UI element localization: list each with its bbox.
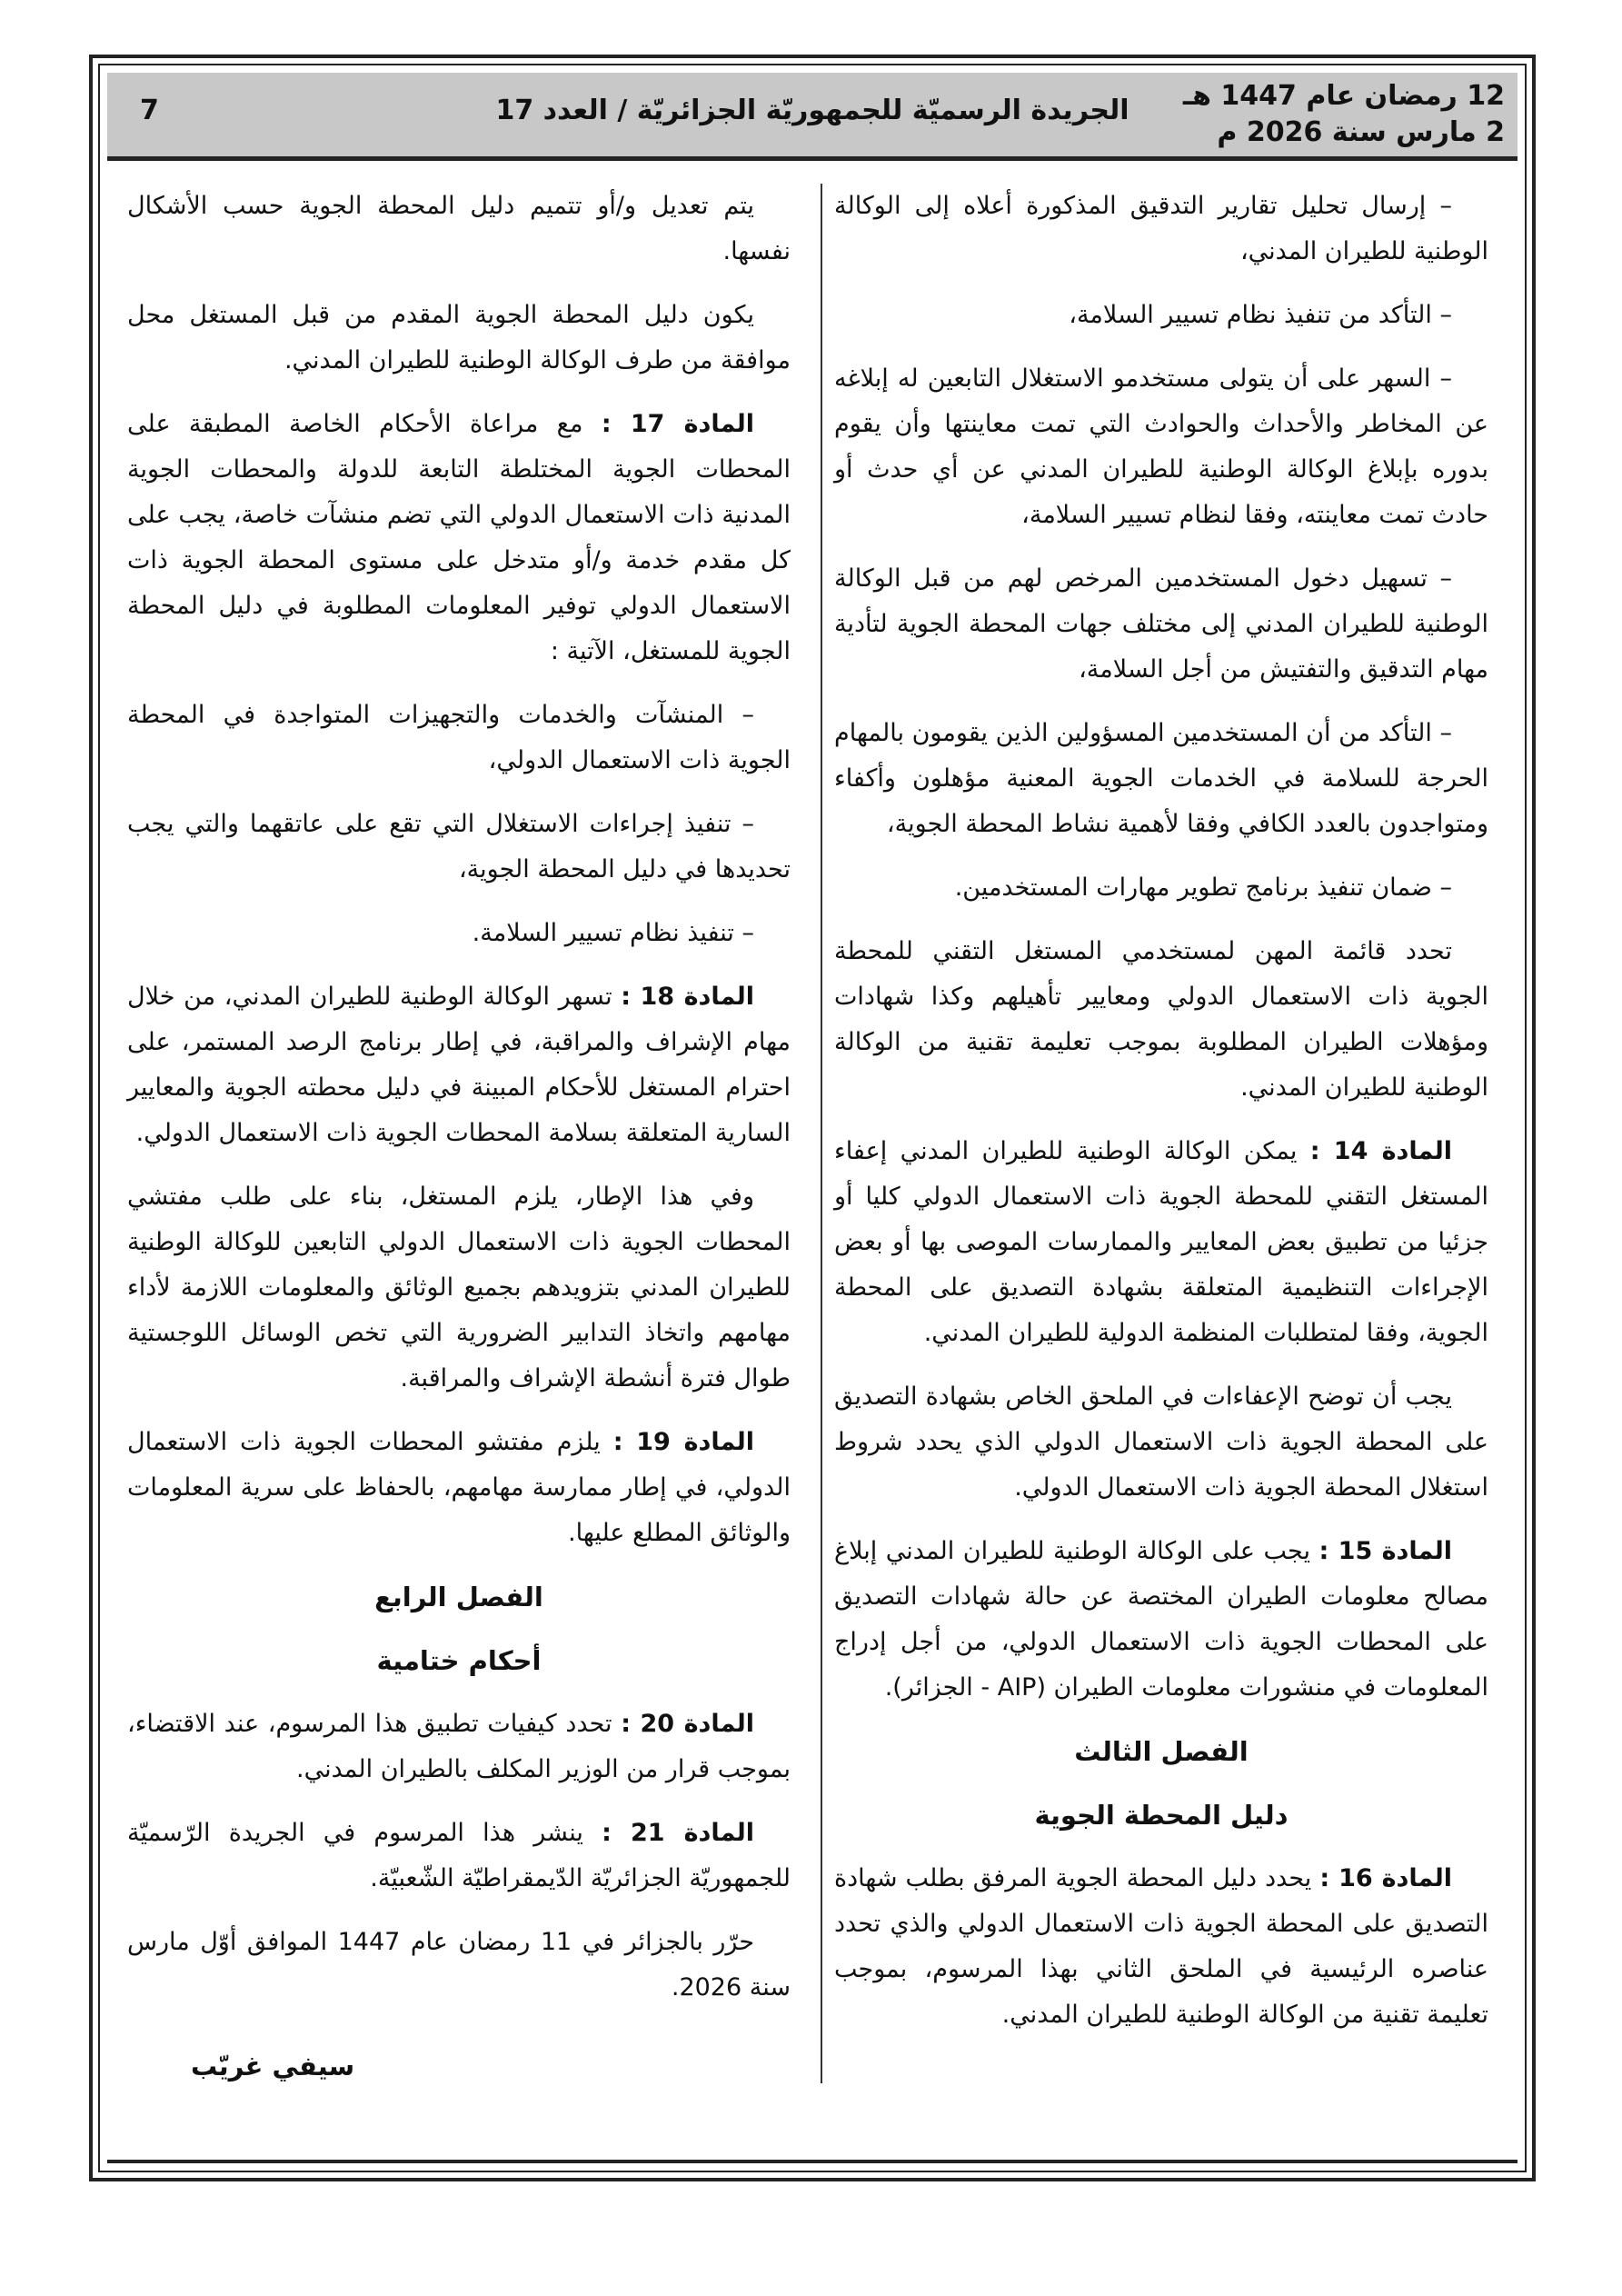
column-divider xyxy=(821,184,822,2083)
page-inner-frame xyxy=(98,64,1527,2172)
paragraph: – التأكد من تنفيذ نظام تسيير السلامة، xyxy=(1069,301,1452,329)
article-14 xyxy=(834,1129,1488,1356)
article-label: المادة 19 : xyxy=(612,1428,755,1456)
page-frame xyxy=(89,55,1536,2181)
paragraph: – التأكد من أن المستخدمين المسؤولين الذين يقومون بالمهام الحرجة للسلامة في الخدمات الجوية المعنية مؤهلون وأكفاء ومتواجدون بالعدد الكافي وفقا لأهمية نشاط المحطة الجوية، xyxy=(834,719,1488,838)
article-label: المادة 20 : xyxy=(621,1710,754,1738)
article-18 xyxy=(127,974,791,1156)
article-text: يلزم مفتشو المحطات الجوية ذات الاستعمال الدولي، في إطار ممارسة مهامهم، بالحفاظ على سرية المعلومات والوثائق المطلع عليها. xyxy=(127,1428,791,1547)
article-text: يحدد دليل المحطة الجوية المرفق بطلب شهادة التصديق على المحطة الجوية ذات الاستعمال الدولي والذي تحدد عناصره الرئيسية في الملحق الثاني بهذا المرسوم، بموجب تعليمة تقنية من الوكالة الوطنية للطيران المدني. xyxy=(834,1864,1488,2029)
paragraph: وفي هذا الإطار، يلزم المستغل، بناء على طلب مفتشي المحطات الجوية ذات الاستعمال الدولي التابعين للوكالة الوطنية للطيران المدني بتزويدهم بجميع الوثائق والمعلومات اللازمة لأداء مهامهم واتخاذ التدابير الضرورية التي تخص الوسائل اللوجستية طوال فترة أنشطة الإشراف والمراقبة. xyxy=(127,1183,791,1393)
article-15 xyxy=(834,1529,1488,1711)
chapter-heading: الفصل الثالث xyxy=(1074,1736,1249,1767)
article-text: مع مراعاة الأحكام الخاصة المطبقة على المحطات الجوية المختلطة التابعة للدولة والمحطات الجوية المدنية ذات الاستعمال الدولي التي تضم منشآت خاصة، يجب على كل مقدم خدمة و/أو متدخل على مستوى المحطة الجوية ذات الاستعمال الدولي توفير المعلومات المطلوبة في دليل المحطة الجوية للمستغل، الآتية : xyxy=(127,410,791,665)
paragraph: تحدد قائمة المهن لمستخدمي المستغل التقني للمحطة الجوية ذات الاستعمال الدولي ومعايير تأهيلهم وكذا شهادات ومؤهلات الطيران المطلوبة بموجب تعليمة تقنية من الوكالة الوطنية للطيران المدني. xyxy=(834,937,1488,1102)
paragraph: يتم تعديل و/أو تتميم دليل المحطة الجوية حسب الأشكال نفسها. xyxy=(127,192,791,265)
paragraph: – السهر على أن يتولى مستخدمو الاستغلال التابعين له إبلاغه عن المخاطر والأحداث والحوادث التي تمت معاينتها وأن يقوم بدوره بإبلاغ الوكالة الوطنية للطيران المدني عن أي حدث أو حادث تمت معاينته، وفقا لنظام تسيير السلامة، xyxy=(834,364,1488,529)
paragraph: – ضمان تنفيذ برنامج تطوير مهارات المستخدمين. xyxy=(954,873,1452,902)
article-label: المادة 14 : xyxy=(1309,1137,1452,1165)
article-19 xyxy=(127,1420,791,1556)
chapter-title: أحكام ختامية xyxy=(376,1645,542,1676)
closing-statement: حرّر بالجزائر في 11 رمضان عام 1447 الموافق أوّل مارس سنة 2026. xyxy=(127,1928,791,2002)
left-column xyxy=(127,184,791,2089)
article-text: تحدد كيفيات تطبيق هذا المرسوم، عند الاقتضاء، بموجب قرار من الوزير المكلف بالطيران المدني. xyxy=(127,1710,791,1783)
article-label: المادة 18 : xyxy=(621,983,755,1011)
chapter-heading: الفصل الرابع xyxy=(374,1582,543,1612)
right-column xyxy=(834,184,1488,2056)
article-17 xyxy=(127,402,791,674)
article-text: يجب على الوكالة الوطنية للطيران المدني إبلاغ مصالح معلومات الطيران المختصة عن حالة شهادات التصديق على المحطات الجوية ذات الاستعمال الدولي، من أجل إدراج المعلومات في منشورات معلومات الطيران (AIP - الجزائر). xyxy=(834,1537,1488,1702)
paragraph: يكون دليل المحطة الجوية المقدم من قبل المستغل محل موافقة من طرف الوكالة الوطنية للطيران المدني. xyxy=(127,301,791,374)
date-hijri: 12 رمضان عام 1447 هـ xyxy=(1182,80,1505,112)
paragraph: – تنفيذ إجراءات الاستغلال التي تقع على عاتقهما والتي يجب تحديدها في دليل المحطة الجوية، xyxy=(127,810,791,883)
article-text: ينشر هذا المرسوم في الجريدة الرّسميّة للجمهوريّة الجزائريّة الدّيمقراطيّة الشّعبيّة. xyxy=(127,1819,791,1892)
paragraph: – إرسال تحليل تقارير التدقيق المذكورة أعلاه إلى الوكالة الوطنية للطيران المدني، xyxy=(834,192,1488,265)
chapter-title: دليل المحطة الجوية xyxy=(1034,1800,1289,1831)
signature: سيفي غريّب xyxy=(191,2051,355,2081)
article-text: تسهر الوكالة الوطنية للطيران المدني، من خلال مهام الإشراف والمراقبة، في إطار برنامج الرصد المستمر، على احترام المستغل للأحكام المبينة في دليل محطته الجوية والمعايير السارية المتعلقة بسلامة المحطات الجوية ذات الاستعمال الدولي. xyxy=(127,983,791,1147)
paragraph: يجب أن توضح الإعفاءات في الملحق الخاص بشهادة التصديق على المحطة الجوية ذات الاستعمال الدولي الذي يحدد شروط استغلال المحطة الجوية ذات الاستعمال الدولي. xyxy=(834,1383,1488,1502)
paragraph: – المنشآت والخدمات والتجهيزات المتواجدة في المحطة الجوية ذات الاستعمال الدولي، xyxy=(127,701,791,774)
date-gregorian: 2 مارس سنة 2026 م xyxy=(1217,116,1505,148)
article-16 xyxy=(834,1856,1488,2038)
gazette-title: الجريدة الرسميّة للجمهوريّة الجزائريّة / العدد 17 xyxy=(495,95,1129,126)
article-label: المادة 16 : xyxy=(1319,1864,1452,1892)
article-label: المادة 21 : xyxy=(602,1819,755,1847)
article-label: المادة 17 : xyxy=(601,410,755,438)
article-21 xyxy=(127,1811,791,1902)
page-number: 7 xyxy=(140,95,159,126)
article-text: يمكن الوكالة الوطنية للطيران المدني إعفاء المستغل التقني للمحطة الجوية ذات الاستعمال الدولي كليا أو جزئيا من تطبيق بعض المعايير والممارسات الموصى بها أو بعض الإجراءات التنظيمية المتعلقة بشهادة التصديق على المحطة الجوية، وفقا لمتطلبات المنظمة الدولية للطيران المدني. xyxy=(834,1137,1488,1347)
bottom-rule xyxy=(107,2160,1518,2163)
paragraph: – تنفيذ نظام تسيير السلامة. xyxy=(472,919,754,947)
paragraph: – تسهيل دخول المستخدمين المرخص لهم من قبل الوكالة الوطنية للطيران المدني إلى مختلف جهات المحطة الجوية لتأدية مهام التدقيق والتفتيش من أجل السلامة، xyxy=(834,564,1488,684)
article-label: المادة 15 : xyxy=(1318,1537,1452,1565)
page-header xyxy=(107,73,1518,161)
article-20 xyxy=(127,1702,791,1792)
